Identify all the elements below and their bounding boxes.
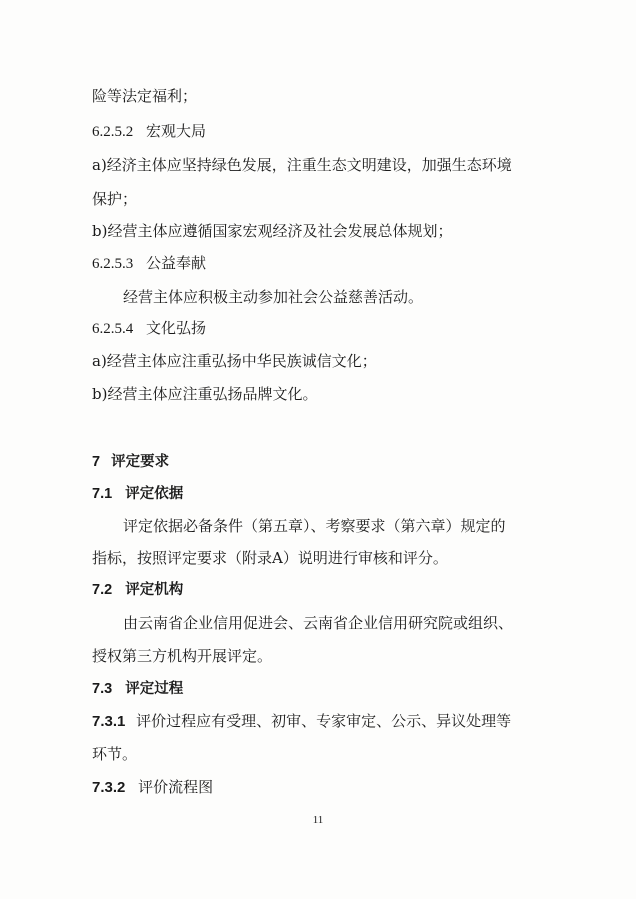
clause-7-3-2 — [92, 777, 213, 798]
text-line: a)经济主体应坚持绿色发展，注重生态文明建设，加强生态环境 — [92, 156, 512, 174]
section-number: 7.3.2 — [92, 779, 126, 796]
text-line: 授权第三方机构开展评定。 — [92, 647, 273, 665]
text-line: 环节。 — [92, 745, 138, 763]
text-line: 保护； — [92, 190, 138, 208]
section-heading-7-3 — [92, 679, 183, 699]
clause-title: 文化弘扬 — [146, 319, 207, 337]
text-line: 由云南省企业信用促进会、云南省企业信用研究院或组织、 — [123, 614, 514, 632]
clause-7-3-1 — [92, 711, 511, 732]
page-number: 11 — [312, 814, 324, 826]
section-heading-7-1 — [92, 484, 183, 504]
section-number: 7.3 — [92, 681, 113, 697]
text-line: 经营主体应积极主动参加社会公益慈善活动。 — [123, 288, 424, 306]
clause-number: 6.2.5.2 — [92, 124, 134, 140]
clause-heading-6-2-5-4 — [92, 318, 206, 339]
text-line: 指标，按照评定要求（附录A）说明进行审核和评分。 — [92, 549, 448, 567]
text-line: 险等法定福利； — [92, 87, 198, 105]
clause-heading-6-2-5-3 — [92, 253, 206, 274]
section-title: 评定机构 — [125, 582, 184, 598]
section-title: 评定过程 — [125, 681, 184, 697]
section-number: 7.1 — [92, 486, 113, 502]
clause-title: 公益奉献 — [146, 254, 207, 272]
clause-title: 宏观大局 — [146, 122, 207, 140]
section-number: 7.2 — [92, 582, 113, 598]
clause-heading-6-2-5-2 — [92, 121, 206, 142]
section-number: 7.3.1 — [92, 713, 126, 730]
text-line: b)经营主体应注重弘扬品牌文化。 — [92, 385, 318, 403]
text-line: 评价过程应有受理、初审、专家审定、公示、异议处理等 — [136, 712, 512, 730]
clause-title: 评价流程图 — [138, 778, 214, 796]
text-line: b)经营主体应遵循国家宏观经济及社会发展总体规划； — [92, 222, 453, 240]
section-title: 评定要求 — [111, 454, 170, 470]
clause-number: 6.2.5.4 — [92, 321, 134, 337]
clause-number: 6.2.5.3 — [92, 256, 134, 272]
section-heading-7 — [92, 452, 169, 472]
section-heading-7-2 — [92, 580, 183, 600]
text-line: a)经营主体应注重弘扬中华民族诚信文化； — [92, 352, 377, 370]
section-number: 7 — [92, 454, 101, 470]
section-title: 评定依据 — [125, 486, 184, 502]
text-line: 评定依据必备条件（第五章）、考察要求（第六章）规定的 — [123, 517, 506, 535]
